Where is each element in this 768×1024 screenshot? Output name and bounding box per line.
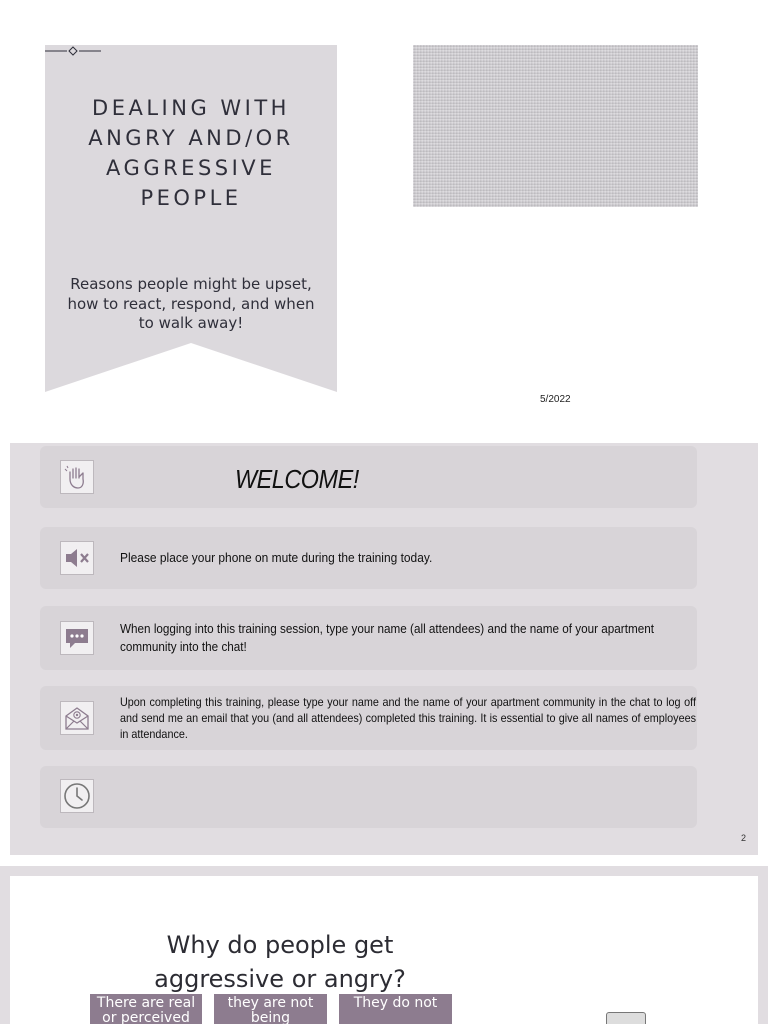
mute-row [40, 527, 697, 589]
welcome-row [40, 446, 697, 508]
waving-hand-icon [60, 460, 94, 494]
mute-speaker-icon [60, 541, 94, 575]
question-title: Why do people get aggressive or angry? [154, 931, 406, 993]
slide-date: 5/2022 [540, 394, 571, 405]
reason-tile: They do not [339, 994, 452, 1024]
title-slide [0, 0, 768, 430]
reason-tile: There are real or perceived [90, 994, 202, 1024]
chat-bubble-icon [60, 621, 94, 655]
clock-icon [60, 779, 94, 813]
email-icon [60, 701, 94, 735]
title-line: DEALING WITH [92, 96, 290, 120]
clock-row [40, 766, 697, 828]
email-instruction: Upon completing this training, please type your name and the name of your apartment community in the chat to log off and send me an email that you (and all attendees) completed this training. It is essential to give all names of employees in attendance. [120, 695, 696, 741]
welcome-heading: WELCOME! [235, 464, 359, 494]
diamond-divider-icon [45, 45, 101, 57]
presentation-subtitle: Reasons people might be upset, how to react, respond, and when to walk away! [67, 275, 315, 332]
question-slide [10, 876, 758, 1024]
mute-instruction: Please place your phone on mute during the training today. [120, 550, 433, 565]
title-line: PEOPLE [140, 186, 242, 210]
reason-tile: they are not being [214, 994, 327, 1024]
presentation-title [45, 93, 337, 213]
title-line: AGGRESSIVE [106, 156, 276, 180]
chat-instruction: When logging into this training session, type your name (all attendees) and the name of your apartment community into the chat! [120, 621, 654, 654]
chat-row [40, 606, 697, 670]
welcome-slide [10, 443, 758, 855]
slide-number: 2 [740, 833, 746, 843]
device-icon [606, 1012, 646, 1024]
texture-image [413, 45, 698, 207]
title-banner [45, 45, 337, 392]
email-row [40, 686, 697, 750]
title-line: ANGRY AND/OR [88, 126, 294, 150]
